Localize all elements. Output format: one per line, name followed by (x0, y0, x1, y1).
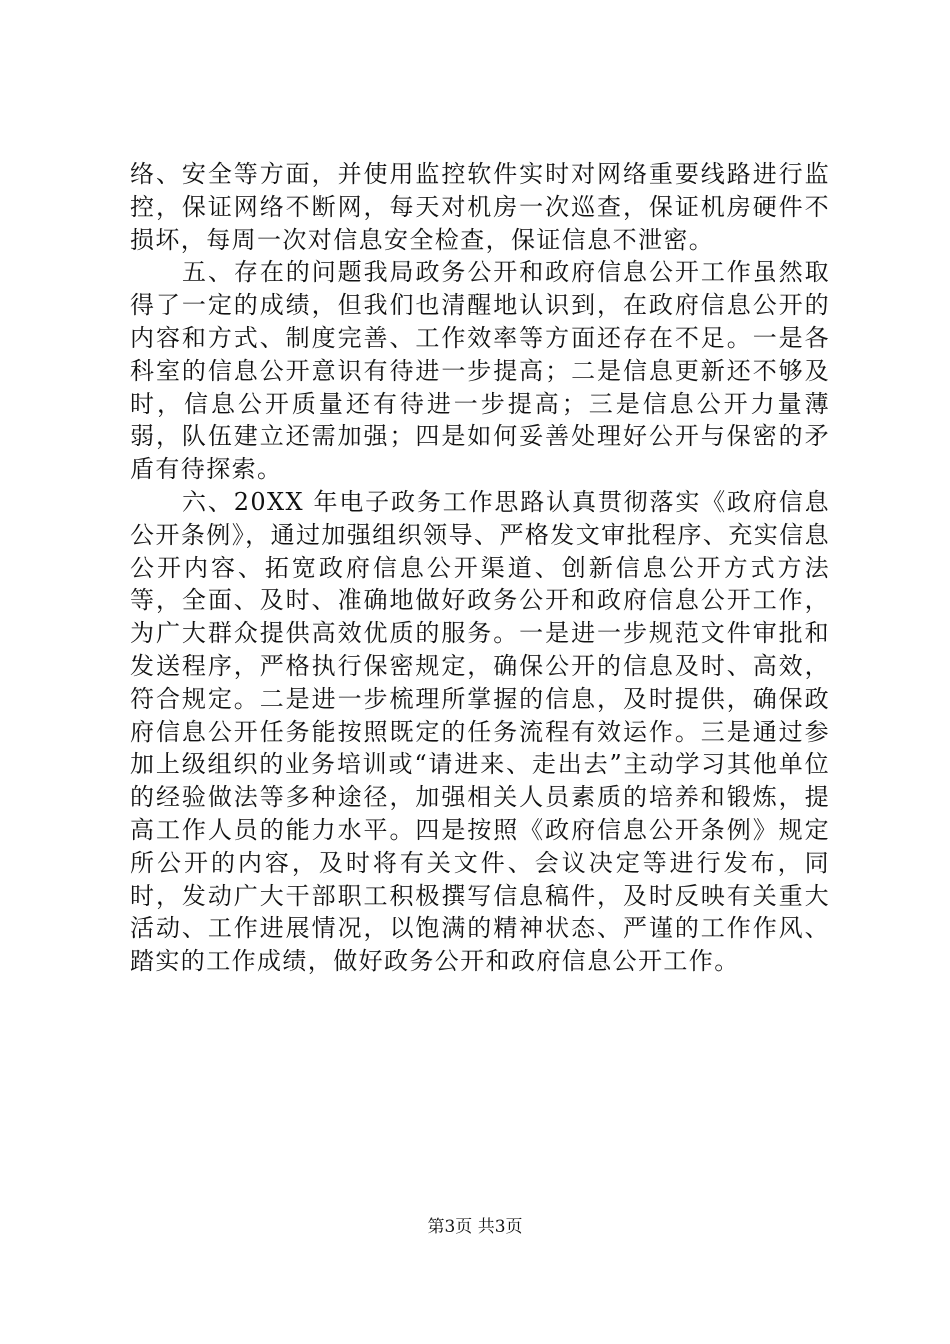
paragraph-existing-problems: 五、存在的问题我局政务公开和政府信息公开工作虽然取得了一定的成绩，但我们也清醒地认识到，在政府信息公开的内容和方式、制度完善、工作效率等方面还存在不足。一是各科室的信息公开意识有待进一步提高；二是信息更新还不够及时，信息公开质量还有待进一步提高；三是信息公开力量薄弱，队伍建立还需加强；四是如何妥善处理好公开与保密的矛盾有待探索。 (130, 258, 830, 484)
paragraph-network-security: 络、安全等方面，并使用监控软件实时对网络重要线路进行监控，保证网络不断网，每天对机房一次巡查，保证机房硬件不损坏，每周一次对信息安全检查，保证信息不泄密。 (130, 160, 830, 254)
paragraph-work-plan: 六、20XX 年电子政务工作思路认真贯彻落实《政府信息公开条例》，通过加强组织领导、严格发文审批程序、充实信息公开内容、拓宽政府信息公开渠道、创新信息公开方式方法等，全面、及时、准确地做好政务公开和政府信息公开工作，为广大群众提供高效优质的服务。一是进一步规范文件审批和发送程序，严格执行保密规定，确保公开的信息及时、高效，符合规定。二是进一步梳理所掌握的信息，及时提供，确保政府信息公开任务能按照既定的任务流程有效运作。三是通过参加上级组织的业务培训或“请进来、走出去”主动学习其他单位的经验做法等多种途径，加强相关人员素质的培养和锻炼，提高工作人员的能力水平。四是按照《政府信息公开条例》规定所公开的内容，及时将有关文件、会议决定等进行发布，同时，发动广大干部职工积极撰写信息稿件，及时反映有关重大活动、工作进展情况，以饱满的精神状态、严谨的工作作风、踏实的工作成绩，做好政务公开和政府信息公开工作。 (130, 487, 830, 976)
document-body (130, 158, 830, 978)
page-footer: 第3页 共3页 (427, 1217, 523, 1237)
